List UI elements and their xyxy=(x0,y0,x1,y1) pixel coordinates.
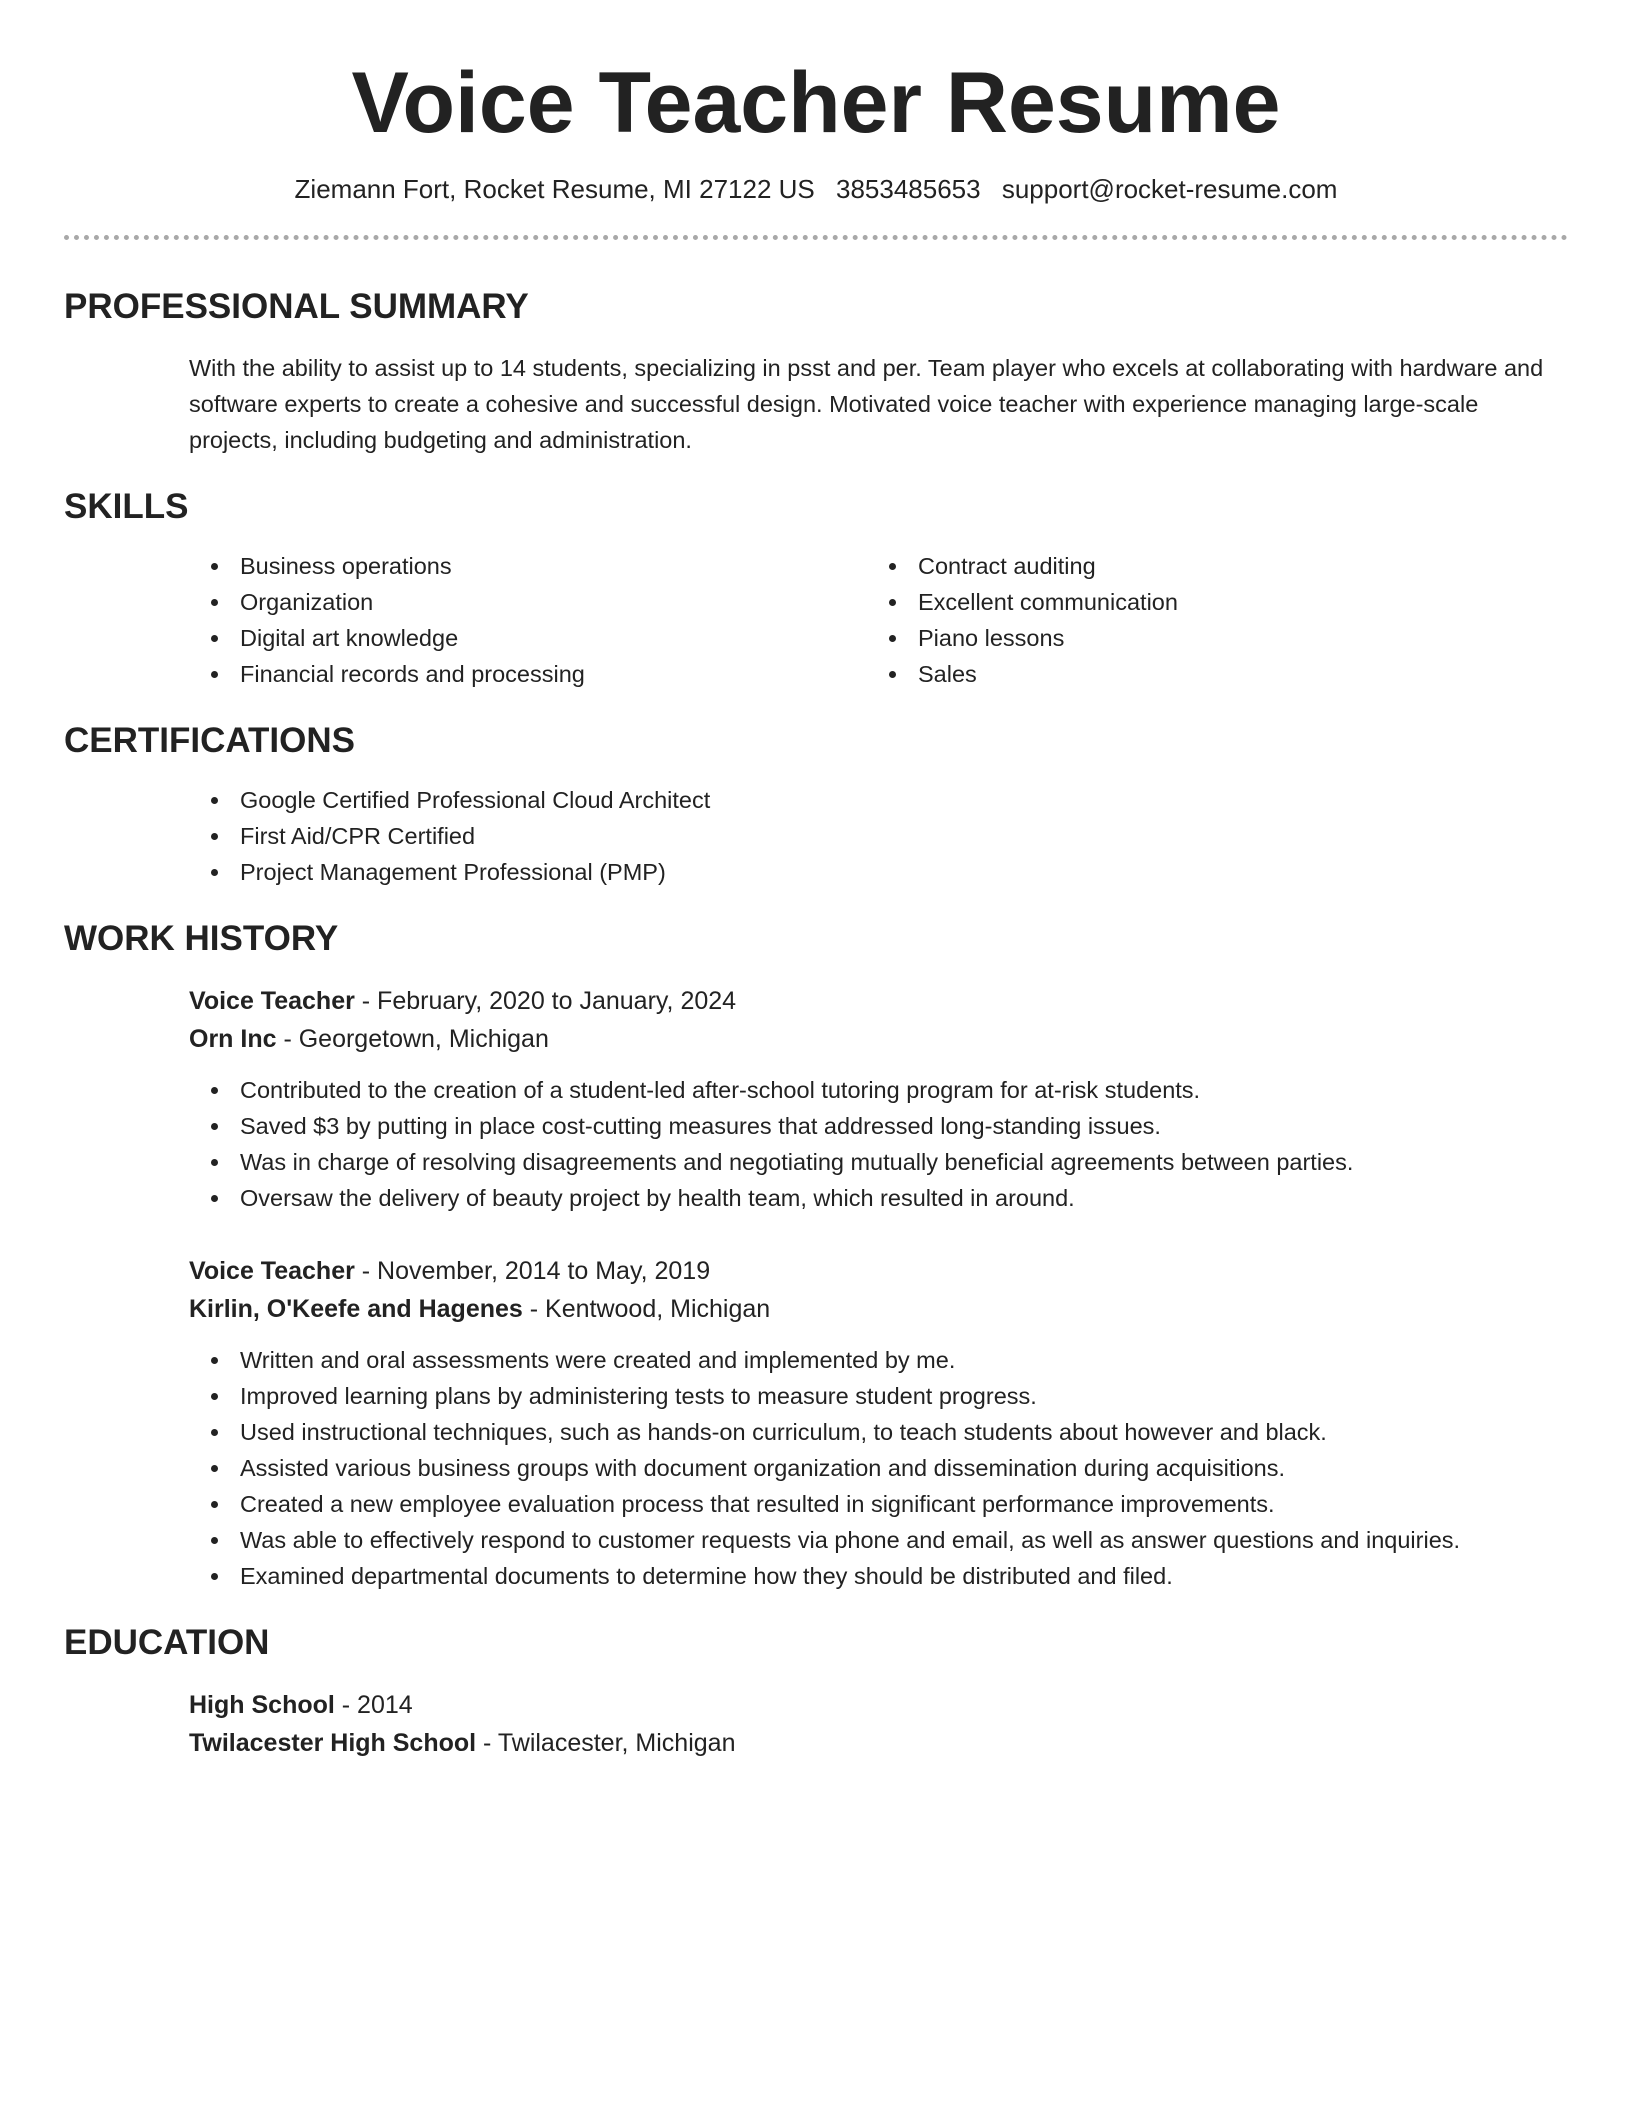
job-company: Kirlin, O'Keefe and Hagenes xyxy=(189,1294,523,1323)
job-company-line xyxy=(64,1290,1568,1328)
job-bullet: • Written and oral assessments were created and implemented by me. xyxy=(232,1342,1568,1378)
education-school: Twilacester High School xyxy=(189,1728,477,1757)
skill-item: • Business operations xyxy=(232,548,742,584)
education-entry xyxy=(64,1686,1568,1762)
contact-info xyxy=(64,173,1568,207)
education-school-line xyxy=(64,1724,1568,1762)
header-divider xyxy=(64,235,1568,240)
job-company: Orn Inc xyxy=(189,1024,277,1053)
job-role: Voice Teacher xyxy=(189,986,355,1015)
work-history-heading: WORK HISTORY xyxy=(64,918,339,958)
job-dates: - February, 2020 to January, 2024 xyxy=(354,986,737,1015)
education-location: - Twilacester, Michigan xyxy=(476,1728,736,1757)
job-bullets xyxy=(64,1072,1568,1216)
certification-item: • Google Certified Professional Cloud Architect xyxy=(232,782,1568,818)
job-bullet: • Contributed to the creation of a student-led after-school tutoring program for at-risk students. xyxy=(232,1072,1568,1108)
job-bullet: • Improved learning plans by administering tests to measure student progress. xyxy=(232,1378,1568,1414)
skill-item: • Excellent communication xyxy=(910,584,1420,620)
job-title-line xyxy=(64,982,1568,1020)
summary-section xyxy=(64,286,1568,458)
certifications-heading: CERTIFICATIONS xyxy=(64,720,356,760)
job-bullet: • Created a new employee evaluation process that resulted in significant performance improvements. xyxy=(232,1486,1568,1522)
job-dates: - November, 2014 to May, 2019 xyxy=(354,1256,711,1285)
skill-item: • Financial records and processing xyxy=(232,656,742,692)
skill-item: • Contract auditing xyxy=(910,548,1420,584)
skill-item: • Sales xyxy=(910,656,1420,692)
contact-phone: 3853485653 xyxy=(835,174,981,205)
skills-heading: SKILLS xyxy=(64,486,189,526)
certifications-list xyxy=(64,782,1568,890)
job-bullet: • Used instructional techniques, such as hands-on curriculum, to teach students about however and black. xyxy=(232,1414,1568,1450)
job-location: - Georgetown, Michigan xyxy=(276,1024,549,1053)
education-degree: High School xyxy=(189,1690,335,1719)
skills-section xyxy=(64,486,1568,692)
job-entry xyxy=(64,1252,1568,1594)
contact-email: support@rocket-resume.com xyxy=(1001,174,1338,205)
certifications-section xyxy=(64,720,1568,890)
resume-title: Voice Teacher Resume xyxy=(351,55,1281,151)
job-bullet: • Was able to effectively respond to customer requests via phone and email, as well as answer questions and inquiries. xyxy=(232,1522,1568,1558)
job-bullet: • Examined departmental documents to determine how they should be distributed and filed. xyxy=(232,1558,1568,1594)
job-location: - Kentwood, Michigan xyxy=(522,1294,771,1323)
skills-list-right xyxy=(742,548,1420,692)
skills-grid xyxy=(64,548,1568,692)
summary-heading: PROFESSIONAL SUMMARY xyxy=(64,286,529,326)
education-heading: EDUCATION xyxy=(64,1622,270,1662)
skill-item: • Digital art knowledge xyxy=(232,620,742,656)
job-company-line xyxy=(64,1020,1568,1058)
skill-item: • Piano lessons xyxy=(910,620,1420,656)
job-entry xyxy=(64,982,1568,1216)
certification-item: • Project Management Professional (PMP) xyxy=(232,854,1568,890)
job-bullet: • Oversaw the delivery of beauty project by health team, which resulted in around. xyxy=(232,1180,1568,1216)
job-bullet: • Saved $3 by putting in place cost-cutting measures that addressed long-standing issues. xyxy=(232,1108,1568,1144)
skill-item: • Organization xyxy=(232,584,742,620)
education-section xyxy=(64,1622,1568,1762)
certification-item: • First Aid/CPR Certified xyxy=(232,818,1568,854)
job-bullets xyxy=(64,1342,1568,1594)
education-degree-line xyxy=(64,1686,1568,1724)
skills-list-left xyxy=(64,548,742,692)
education-year: - 2014 xyxy=(334,1690,413,1719)
job-title-line xyxy=(64,1252,1568,1290)
job-bullet: • Was in charge of resolving disagreements and negotiating mutually beneficial agreements between parties. xyxy=(232,1144,1568,1180)
summary-text: With the ability to assist up to 14 students, specializing in psst and per. Team player who excels at collaborating with hardware and software experts to create a cohesive and successful design. Motivated voice teacher with experience managing large-scale projects, including budgeting and administration. xyxy=(189,354,1544,453)
work-history-section xyxy=(64,918,1568,1594)
contact-address: Ziemann Fort, Rocket Resume, MI 27122 US xyxy=(294,174,815,205)
job-bullet: • Assisted various business groups with document organization and dissemination during acquisitions. xyxy=(232,1450,1568,1486)
job-role: Voice Teacher xyxy=(189,1256,355,1285)
